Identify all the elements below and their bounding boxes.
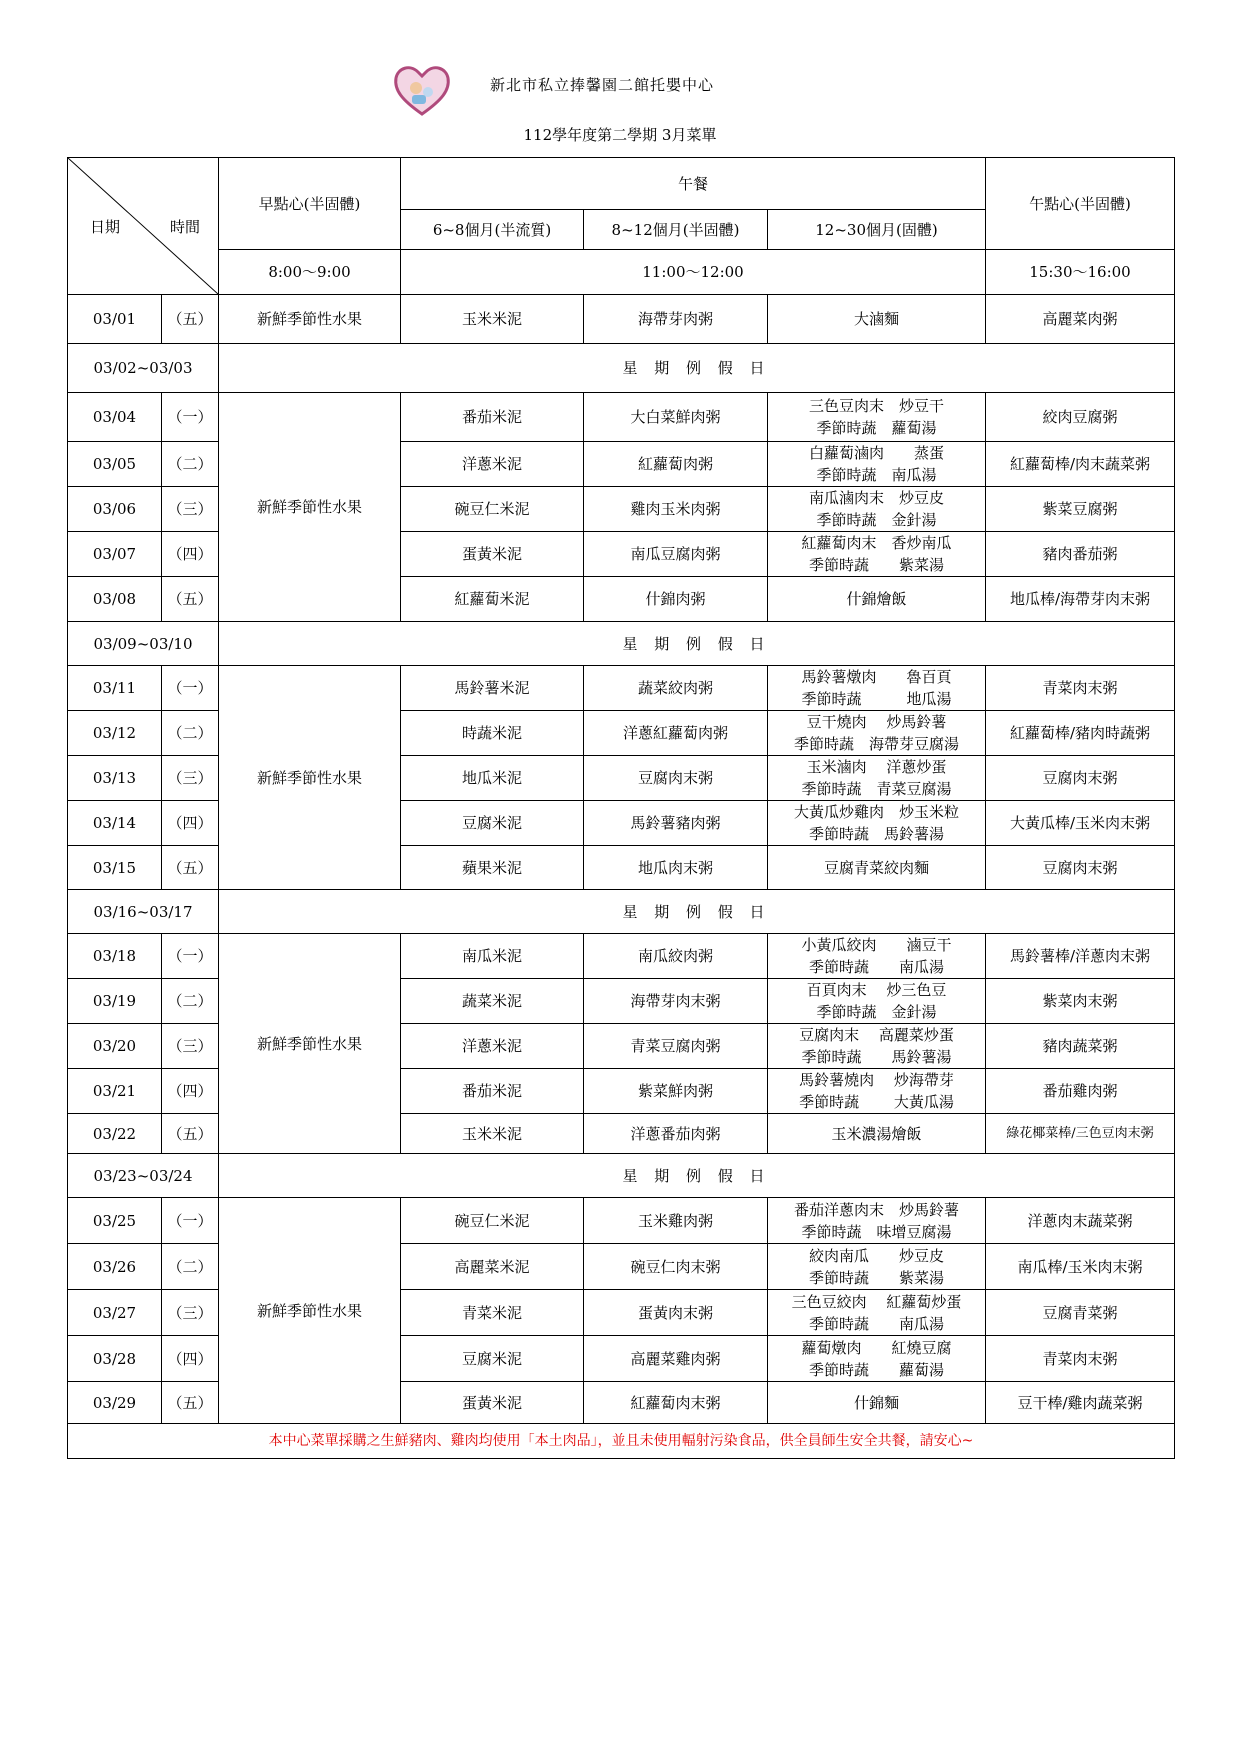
lunch-6-8: 番茄米泥 bbox=[401, 1069, 584, 1114]
lunch-12-30-line1: 南瓜滷肉末 炒豆皮 bbox=[808, 489, 944, 507]
row-date: 03/19 bbox=[68, 979, 162, 1024]
lunch-8-12: 紫菜鮮肉粥 bbox=[584, 1069, 768, 1114]
lunch-8-12: 蔬菜絞肉粥 bbox=[584, 666, 768, 711]
holiday-dates: 03/09~03/10 bbox=[68, 622, 219, 666]
lunch-8-12: 碗豆仁肉末粥 bbox=[584, 1244, 768, 1290]
lunch-12-30-line1: 玉米滷肉 洋蔥炒蛋 bbox=[806, 758, 947, 776]
lunch-8-12: 玉米雞肉粥 bbox=[584, 1198, 768, 1244]
lunch-6-8: 洋蔥米泥 bbox=[401, 442, 584, 487]
lunch-12-30 bbox=[768, 1290, 986, 1336]
lunch-12-30-line1: 紅蘿蔔肉末 香炒南瓜 bbox=[801, 534, 952, 552]
lunch-12-30-line1: 馬鈴薯燒肉 炒海帶芽 bbox=[799, 1071, 954, 1089]
afternoon-snack: 地瓜棒/海帶芽肉末粥 bbox=[986, 577, 1175, 622]
afternoon-snack: 綠花椰菜棒/三色豆肉末粥 bbox=[986, 1114, 1175, 1154]
row-weekday: （二） bbox=[162, 711, 219, 756]
afternoon-snack: 馬鈴薯棒/洋蔥肉末粥 bbox=[986, 934, 1175, 979]
lunch-12-30: 豆腐青菜絞肉麵 bbox=[768, 846, 986, 890]
lunch-8-12: 豆腐肉末粥 bbox=[584, 756, 768, 801]
col-lunch-8-12-header: 8~12個月(半固體) bbox=[584, 210, 768, 250]
holiday-label: 星 期 例 假 日 bbox=[219, 622, 1175, 666]
lunch-12-30-line2: 季節時蔬 馬鈴薯湯 bbox=[808, 825, 944, 843]
lunch-12-30 bbox=[768, 711, 986, 756]
lunch-12-30-line1: 豆腐肉末 高麗菜炒蛋 bbox=[799, 1026, 954, 1044]
lunch-12-30 bbox=[768, 666, 986, 711]
lunch-8-12: 南瓜絞肉粥 bbox=[584, 934, 768, 979]
footer-note: 本中心菜單採購之生鮮豬肉、雞肉均使用「本土肉品」，並且未使用輻射污染食品，供全員師生安全共餐，請安心~ bbox=[68, 1424, 1175, 1459]
row-date: 03/06 bbox=[68, 487, 162, 532]
afternoon-snack: 青菜肉末粥 bbox=[986, 1336, 1175, 1382]
afternoon-snack: 豆腐肉末粥 bbox=[986, 756, 1175, 801]
row-date: 03/01 bbox=[68, 295, 162, 344]
lunch-12-30-line1: 白蘿蔔滷肉 蒸蛋 bbox=[808, 444, 944, 462]
lunch-12-30-line2: 季節時蔬 蘿蔔湯 bbox=[816, 419, 937, 437]
afternoon-snack: 南瓜棒/玉米肉末粥 bbox=[986, 1244, 1175, 1290]
lunch-12-30: 大滷麵 bbox=[768, 295, 986, 344]
lunch-12-30-line2: 季節時蔬 味增豆腐湯 bbox=[801, 1222, 952, 1241]
row-date: 03/13 bbox=[68, 756, 162, 801]
menu-table bbox=[67, 157, 1175, 1459]
lunch-12-30 bbox=[768, 442, 986, 487]
holiday-row bbox=[68, 1154, 1175, 1198]
afternoon-snack: 絞肉豆腐粥 bbox=[986, 393, 1175, 442]
lunch-6-8: 豆腐米泥 bbox=[401, 1336, 584, 1382]
lunch-6-8: 時蔬米泥 bbox=[401, 711, 584, 756]
heart-logo-icon bbox=[392, 62, 452, 118]
lunch-12-30-line1: 三色豆肉末 炒豆干 bbox=[808, 397, 944, 415]
lunch-12-30 bbox=[768, 801, 986, 846]
lunch-8-12: 海帶芽肉末粥 bbox=[584, 979, 768, 1024]
row-weekday: （一） bbox=[162, 393, 219, 442]
row-weekday: （一） bbox=[162, 666, 219, 711]
morning-snack: 新鮮季節性水果 bbox=[219, 295, 401, 344]
lunch-12-30-line1: 小黃瓜絞肉 滷豆干 bbox=[801, 936, 952, 954]
holiday-label: 星 期 例 假 日 bbox=[219, 344, 1175, 393]
row-weekday: （二） bbox=[162, 979, 219, 1024]
row-date: 03/15 bbox=[68, 846, 162, 890]
lunch-6-8: 蘋果米泥 bbox=[401, 846, 584, 890]
row-weekday: （四） bbox=[162, 801, 219, 846]
holiday-dates: 03/02~03/03 bbox=[68, 344, 219, 393]
lunch-8-12: 蛋黃肉末粥 bbox=[584, 1290, 768, 1336]
row-date: 03/20 bbox=[68, 1024, 162, 1069]
lunch-12-30 bbox=[768, 393, 986, 442]
row-date: 03/12 bbox=[68, 711, 162, 756]
col-lunch-12-30-header: 12~30個月(固體) bbox=[768, 210, 986, 250]
lunch-6-8: 紅蘿蔔米泥 bbox=[401, 577, 584, 622]
lunch-12-30-line2: 季節時蔬 南瓜湯 bbox=[816, 466, 937, 484]
lunch-8-12: 南瓜豆腐肉粥 bbox=[584, 532, 768, 577]
lunch-12-30-line2: 季節時蔬 青菜豆腐湯 bbox=[801, 780, 952, 798]
lunch-12-30 bbox=[768, 934, 986, 979]
row-weekday: （四） bbox=[162, 1336, 219, 1382]
row-weekday: （四） bbox=[162, 532, 219, 577]
lunch-8-12: 高麗菜雞肉粥 bbox=[584, 1336, 768, 1382]
afternoon-snack: 豬肉番茄粥 bbox=[986, 532, 1175, 577]
row-weekday: （一） bbox=[162, 1198, 219, 1244]
lunch-12-30 bbox=[768, 487, 986, 532]
morning-snack: 新鮮季節性水果 bbox=[219, 1198, 401, 1424]
row-date: 03/29 bbox=[68, 1382, 162, 1424]
lunch-6-8: 馬鈴薯米泥 bbox=[401, 666, 584, 711]
holiday-label: 星 期 例 假 日 bbox=[219, 890, 1175, 934]
lunch-12-30-line2: 季節時蔬 紫菜湯 bbox=[808, 556, 944, 574]
lunch-12-30-line2: 季節時蔬 馬鈴薯湯 bbox=[801, 1048, 952, 1066]
afternoon-snack: 洋蔥肉末蔬菜粥 bbox=[986, 1198, 1175, 1244]
morning-snack: 新鮮季節性水果 bbox=[219, 666, 401, 890]
morning-snack: 新鮮季節性水果 bbox=[219, 934, 401, 1154]
lunch-8-12: 紅蘿蔔肉粥 bbox=[584, 442, 768, 487]
row-weekday: （三） bbox=[162, 1290, 219, 1336]
row-weekday: （五） bbox=[162, 295, 219, 344]
lunch-8-12: 雞肉玉米肉粥 bbox=[584, 487, 768, 532]
row-date: 03/21 bbox=[68, 1069, 162, 1114]
holiday-row bbox=[68, 622, 1175, 666]
lunch-6-8: 洋蔥米泥 bbox=[401, 1024, 584, 1069]
lunch-6-8: 蔬菜米泥 bbox=[401, 979, 584, 1024]
lunch-12-30 bbox=[768, 756, 986, 801]
afternoon-snack: 高麗菜肉粥 bbox=[986, 295, 1175, 344]
lunch-8-12: 地瓜肉末粥 bbox=[584, 846, 768, 890]
lunch-6-8: 地瓜米泥 bbox=[401, 756, 584, 801]
row-weekday: （五） bbox=[162, 1114, 219, 1154]
lunch-12-30: 玉米濃湯燴飯 bbox=[768, 1114, 986, 1154]
holiday-row bbox=[68, 344, 1175, 393]
menu-row bbox=[68, 295, 1175, 344]
holiday-dates: 03/23~03/24 bbox=[68, 1154, 219, 1198]
afternoon-snack: 大黃瓜棒/玉米肉末粥 bbox=[986, 801, 1175, 846]
row-date: 03/07 bbox=[68, 532, 162, 577]
lunch-12-30-line2: 季節時蔬 紫菜湯 bbox=[808, 1268, 944, 1287]
lunch-12-30: 什錦麵 bbox=[768, 1382, 986, 1424]
lunch-8-12: 海帶芽肉粥 bbox=[584, 295, 768, 344]
menu-row bbox=[68, 666, 1175, 711]
lunch-6-8: 蛋黃米泥 bbox=[401, 532, 584, 577]
row-date: 03/28 bbox=[68, 1336, 162, 1382]
lunch-12-30-line2: 季節時蔬 南瓜湯 bbox=[808, 958, 944, 976]
time-morning: 8:00～9:00 bbox=[219, 250, 401, 295]
row-weekday: （一） bbox=[162, 934, 219, 979]
lunch-12-30 bbox=[768, 1069, 986, 1114]
row-date: 03/05 bbox=[68, 442, 162, 487]
row-weekday: （二） bbox=[162, 1244, 219, 1290]
lunch-12-30-line1: 番茄洋蔥肉末 炒馬鈴薯 bbox=[793, 1200, 959, 1219]
lunch-12-30-line2: 季節時蔬 金針湯 bbox=[816, 511, 937, 529]
afternoon-snack: 豆干棒/雞肉蔬菜粥 bbox=[986, 1382, 1175, 1424]
row-date: 03/11 bbox=[68, 666, 162, 711]
col-afternoon-header: 午點心(半固體) bbox=[986, 158, 1175, 250]
row-weekday: （四） bbox=[162, 1069, 219, 1114]
col-lunch-6-8-header: 6~8個月(半流質) bbox=[401, 210, 584, 250]
row-weekday: （三） bbox=[162, 1024, 219, 1069]
row-weekday: （五） bbox=[162, 846, 219, 890]
lunch-6-8: 豆腐米泥 bbox=[401, 801, 584, 846]
holiday-row bbox=[68, 890, 1175, 934]
holiday-label: 星 期 例 假 日 bbox=[219, 1154, 1175, 1198]
lunch-6-8: 碗豆仁米泥 bbox=[401, 1198, 584, 1244]
row-date: 03/26 bbox=[68, 1244, 162, 1290]
lunch-12-30 bbox=[768, 1244, 986, 1290]
holiday-dates: 03/16~03/17 bbox=[68, 890, 219, 934]
lunch-6-8: 高麗菜米泥 bbox=[401, 1244, 584, 1290]
lunch-12-30 bbox=[768, 1024, 986, 1069]
menu-row bbox=[68, 393, 1175, 442]
row-weekday: （三） bbox=[162, 487, 219, 532]
afternoon-snack: 豆腐青菜粥 bbox=[986, 1290, 1175, 1336]
time-lunch: 11:00～12:00 bbox=[401, 250, 986, 295]
menu-subtitle: 112學年度第二學期 3月菜單 bbox=[523, 126, 717, 144]
row-weekday: （三） bbox=[162, 756, 219, 801]
lunch-8-12: 什錦肉粥 bbox=[584, 577, 768, 622]
lunch-6-8: 玉米米泥 bbox=[401, 295, 584, 344]
org-name: 新北市私立捧馨園二館托嬰中心 bbox=[490, 76, 715, 94]
row-date: 03/22 bbox=[68, 1114, 162, 1154]
row-date: 03/04 bbox=[68, 393, 162, 442]
lunch-12-30: 什錦燴飯 bbox=[768, 577, 986, 622]
lunch-12-30-line2: 季節時蔬 南瓜湯 bbox=[808, 1314, 944, 1333]
row-weekday: （五） bbox=[162, 577, 219, 622]
lunch-12-30-line1: 絞肉南瓜 炒豆皮 bbox=[808, 1246, 944, 1265]
corner-header bbox=[68, 158, 219, 295]
row-date: 03/14 bbox=[68, 801, 162, 846]
lunch-12-30-line2: 季節時蔬 金針湯 bbox=[816, 1003, 937, 1021]
lunch-6-8: 番茄米泥 bbox=[401, 393, 584, 442]
lunch-8-12: 大白菜鮮肉粥 bbox=[584, 393, 768, 442]
lunch-6-8: 蛋黃米泥 bbox=[401, 1382, 584, 1424]
lunch-12-30-line1: 百頁肉末 炒三色豆 bbox=[806, 981, 947, 999]
time-afternoon: 15:30～16:00 bbox=[986, 250, 1175, 295]
row-date: 03/08 bbox=[68, 577, 162, 622]
row-weekday: （五） bbox=[162, 1382, 219, 1424]
afternoon-snack: 豬肉蔬菜粥 bbox=[986, 1024, 1175, 1069]
lunch-12-30 bbox=[768, 979, 986, 1024]
lunch-12-30-line1: 豆干燒肉 炒馬鈴薯 bbox=[806, 713, 947, 731]
lunch-12-30-line2: 季節時蔬 地瓜湯 bbox=[801, 690, 952, 708]
lunch-8-12: 青菜豆腐肉粥 bbox=[584, 1024, 768, 1069]
lunch-8-12: 馬鈴薯豬肉粥 bbox=[584, 801, 768, 846]
menu-row bbox=[68, 934, 1175, 979]
afternoon-snack: 紫菜肉末粥 bbox=[986, 979, 1175, 1024]
lunch-12-30 bbox=[768, 1198, 986, 1244]
morning-snack: 新鮮季節性水果 bbox=[219, 393, 401, 622]
row-date: 03/25 bbox=[68, 1198, 162, 1244]
lunch-12-30-line1: 蘿蔔燉肉 紅燒豆腐 bbox=[801, 1338, 952, 1357]
lunch-12-30-line2: 季節時蔬 海帶芽豆腐湯 bbox=[793, 735, 959, 753]
col-lunch-header: 午餐 bbox=[401, 158, 986, 210]
lunch-6-8: 青菜米泥 bbox=[401, 1290, 584, 1336]
lunch-8-12: 紅蘿蔔肉末粥 bbox=[584, 1382, 768, 1424]
lunch-12-30-line1: 大黃瓜炒雞肉 炒玉米粒 bbox=[793, 803, 959, 821]
afternoon-snack: 青菜肉末粥 bbox=[986, 666, 1175, 711]
lunch-8-12: 洋蔥紅蘿蔔肉粥 bbox=[584, 711, 768, 756]
lunch-6-8: 碗豆仁米泥 bbox=[401, 487, 584, 532]
lunch-12-30-line2: 季節時蔬 蘿蔔湯 bbox=[808, 1360, 944, 1379]
row-date: 03/27 bbox=[68, 1290, 162, 1336]
lunch-12-30 bbox=[768, 532, 986, 577]
lunch-12-30-line1: 三色豆絞肉 紅蘿蔔炒蛋 bbox=[791, 1292, 962, 1311]
afternoon-snack: 紫菜豆腐粥 bbox=[986, 487, 1175, 532]
afternoon-snack: 番茄雞肉粥 bbox=[986, 1069, 1175, 1114]
row-weekday: （二） bbox=[162, 442, 219, 487]
afternoon-snack: 豆腐肉末粥 bbox=[986, 846, 1175, 890]
menu-row bbox=[68, 1198, 1175, 1244]
lunch-12-30 bbox=[768, 1336, 986, 1382]
lunch-6-8: 南瓜米泥 bbox=[401, 934, 584, 979]
afternoon-snack: 紅蘿蔔棒/肉末蔬菜粥 bbox=[986, 442, 1175, 487]
row-date: 03/18 bbox=[68, 934, 162, 979]
lunch-8-12: 洋蔥番茄肉粥 bbox=[584, 1114, 768, 1154]
afternoon-snack: 紅蘿蔔棒/豬肉時蔬粥 bbox=[986, 711, 1175, 756]
lunch-12-30-line1: 馬鈴薯燉肉 魯百頁 bbox=[801, 668, 952, 686]
col-morning-header: 早點心(半固體) bbox=[219, 158, 401, 250]
corner-time-label: 時間 bbox=[170, 218, 201, 236]
corner-date-label: 日期 bbox=[90, 218, 121, 236]
lunch-12-30-line2: 季節時蔬 大黃瓜湯 bbox=[799, 1093, 954, 1111]
lunch-6-8: 玉米米泥 bbox=[401, 1114, 584, 1154]
